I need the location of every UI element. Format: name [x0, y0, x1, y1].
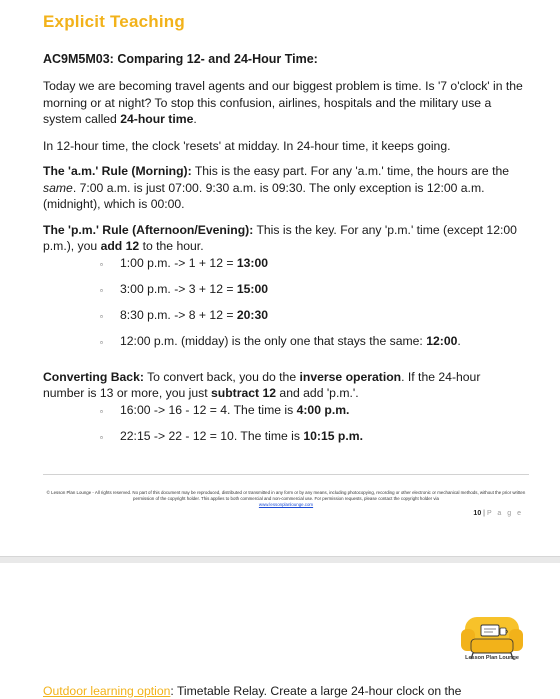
converting-examples-list: [43, 402, 523, 454]
pm-rule-label: The 'p.m.' Rule (Afternoon/Evening):: [43, 222, 254, 237]
converting-back-paragraph: Converting Back: To convert back, you do the inverse operation. If the 24-hour number is 13 or more, you just subtract 12 and add 'p.m.'.: [43, 369, 481, 400]
page-content: [43, 12, 523, 454]
bullet-icon: ▫: [100, 406, 103, 416]
list-item: ▫ 12:00 p.m. (midday) is the only one that stays the same: 12:00.: [43, 333, 523, 359]
copyright-notice: © Lesson Plan Lounge - All rights reserved. No part of this document may be reproduced, distributed or transmitted in any form or by any means, including photocopying, recording or other electronic or mechanical methods, without the prior written permission of the copyright holder. This applies to both commercial and non-commercial use. For permission requests, please contact the copyright holder via www.lessonplanlounge.com: [46, 490, 526, 507]
bullet-icon: ▫: [100, 432, 103, 442]
footer-divider: [43, 474, 529, 475]
outdoor-learning-paragraph: Outdoor learning option: Timetable Relay. Create a large 24-hour clock on the: [43, 684, 462, 698]
list-item: ▫ 16:00 -> 16 - 12 = 4. The time is 4:00 p.m.: [43, 402, 523, 428]
website-link[interactable]: www.lessonplanlounge.com: [258, 502, 314, 507]
converting-back-label: Converting Back:: [43, 369, 144, 384]
am-rule-label: The 'a.m.' Rule (Morning):: [43, 164, 192, 178]
bullet-icon: ▫: [100, 337, 103, 347]
outdoor-learning-label: Outdoor learning option: [43, 684, 171, 698]
logo-wordmark: Lesson Plan Lounge: [465, 655, 519, 661]
list-item: ▫ 3:00 p.m. -> 3 + 12 = 15:00: [43, 281, 523, 307]
page-number: 10 | P a g e: [473, 510, 523, 517]
bullet-icon: ▫: [100, 285, 103, 295]
am-rule-paragraph: The 'a.m.' Rule (Morning): This is the easy part. For any 'a.m.' time, the hours are the same. 7:00 a.m. is just 07:00. 9:30 a.m. is 09:30. The only exception is 12:00 a.m. (midnight), which is 00:00.: [43, 164, 510, 211]
intro-paragraph: Today we are becoming travel agents and our biggest problem is time. Is '7 o'clock' in the morning or at night? To stop this confusion, airlines, hospitals and the military use a system called 24-hour time.: [43, 79, 523, 126]
bullet-icon: ▫: [100, 259, 103, 269]
reset-paragraph: In 12-hour time, the clock 'resets' at midday. In 24-hour time, it keeps going.: [43, 138, 451, 153]
bullet-icon: ▫: [100, 311, 103, 321]
list-item: ▫ 8:30 p.m. -> 8 + 12 = 20:30: [43, 307, 523, 333]
section-heading: Explicit Teaching: [43, 12, 185, 31]
list-item: ▫ 1:00 p.m. -> 1 + 12 = 13:00: [43, 255, 523, 281]
pm-examples-list: [43, 255, 523, 359]
list-item: ▫ 22:15 -> 22 - 12 = 10. The time is 10:15 p.m.: [43, 428, 523, 454]
pm-rule-paragraph: The 'p.m.' Rule (Afternoon/Evening): This is the key. For any 'p.m.' time (except 12:00 p.m.), you add 12 to the hour.: [43, 222, 517, 253]
document-page-11: [0, 563, 560, 698]
curriculum-code-heading: AC9M5M03: Comparing 12- and 24-Hour Time:: [43, 52, 318, 66]
